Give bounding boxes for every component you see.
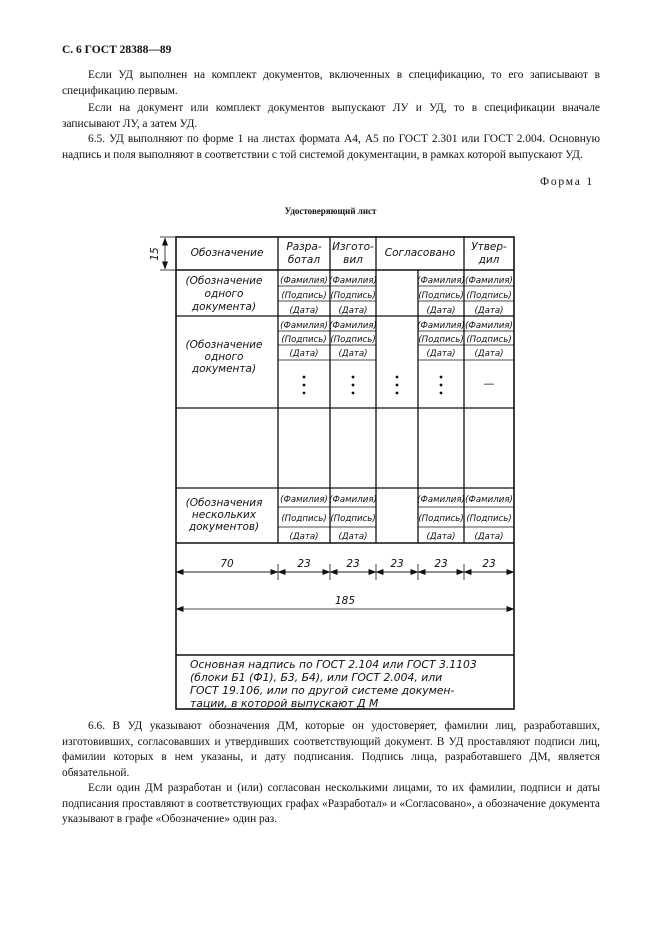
cell-signature: (Подпись) [281, 291, 327, 301]
header-agreed: Согласовано [384, 247, 456, 259]
cell-surname: (Фамилия) [280, 276, 328, 286]
header-approved: дил [478, 254, 500, 266]
cell-date: (Дата) [338, 532, 368, 542]
cell-date: (Дата) [426, 532, 456, 542]
cell-signature: (Подпись) [418, 335, 464, 345]
cell-date: (Дата) [289, 306, 319, 316]
row1-designation: одного [204, 288, 244, 300]
cell-signature: (Подпись) [330, 291, 376, 301]
cell-surname: (Фамилия) [465, 321, 513, 331]
note-line: тации, в которой выпускают Д М [190, 697, 379, 710]
cell-surname: (Фамилия) [329, 276, 377, 286]
cell-surname: (Фамилия) [329, 495, 377, 505]
dim-column: 23 [297, 558, 311, 570]
row1-designation: документа) [191, 301, 257, 313]
cell-date: (Дата) [474, 349, 504, 359]
dim-column: 23 [390, 558, 404, 570]
cell-date: (Дата) [338, 306, 368, 316]
cell-surname: (Фамилия) [417, 321, 465, 331]
cell-signature: (Подпись) [281, 335, 327, 345]
cell-date: (Дата) [474, 532, 504, 542]
row4-designation: (Обозначения [185, 497, 263, 509]
row2-designation: одного [204, 351, 244, 363]
page-header: С. 6 ГОСТ 28388—89 [62, 44, 172, 56]
paragraph: 6.6. В УД указывают обозначения ДМ, которые он удостоверяет, фамилии лиц, разработавших, изготовивших, согласовавших и утвердивших соответствующий документ. В УД проставляют подписи лиц, фамилии которых в нем указаны, и дату подписания. Подпись лица, разработавшего ДМ, является обязательной. [62, 720, 600, 779]
header-designation: Обозначение [190, 247, 264, 259]
header-approved: Утвер- [471, 241, 507, 253]
cell-date: (Дата) [426, 306, 456, 316]
header-made: Изгото- [332, 241, 374, 253]
cell-signature: (Подпись) [330, 335, 376, 345]
cell-surname: (Фамилия) [465, 495, 513, 505]
cell-signature: (Подпись) [281, 514, 327, 524]
row4-designation: документов) [188, 521, 260, 533]
row4-designation: нескольких [191, 509, 257, 521]
cell-surname: (Фамилия) [465, 276, 513, 286]
ellipsis-dots [303, 376, 443, 395]
cell-signature: (Подпись) [418, 291, 464, 301]
paragraph: Если УД выполнен на комплект документов, включенных в спецификацию, то его записывают в спецификацию первым. [62, 69, 600, 97]
note-line: (блоки Б1 (Ф1), Б3, Б4), или ГОСТ 2.004, или [190, 671, 443, 684]
cell-surname: (Фамилия) [329, 321, 377, 331]
row2-designation: документа) [191, 363, 257, 375]
paragraph: Если один ДМ разработан и (или) согласован несколькими лицами, то их фамилии, подписи и даты подписания проставляют в соответствующих графах «Разработал» и «Согласовано», а обозначение документа указывают в графе «Обозначение» один раз. [62, 782, 600, 825]
cell-date: (Дата) [289, 349, 319, 359]
cell-signature: (Подпись) [466, 514, 512, 524]
dim-column: 23 [434, 558, 448, 570]
form-title: Удостоверяющий лист [284, 206, 377, 216]
note-line: ГОСТ 19.106, или по другой системе докумен- [190, 684, 455, 697]
paragraph: 6.5. УД выполняют по форме 1 на листах формата А4, А5 по ГОСТ 2.301 или ГОСТ 2.004. Основную надпись и поля выполняют в соответствии с той системой документации, в рамках которой выпускают УД. [62, 133, 600, 161]
cell-date: (Дата) [338, 349, 368, 359]
cell-date: (Дата) [289, 532, 319, 542]
dim-column: 23 [482, 558, 496, 570]
row2-designation: (Обозначение [185, 339, 263, 351]
dash-mark: — [483, 377, 495, 390]
cell-date: (Дата) [474, 306, 504, 316]
dim-total: 185 [334, 595, 356, 607]
header-developed: ботал [287, 254, 321, 266]
form-label: Форма 1 [540, 176, 594, 188]
cell-signature: (Подпись) [466, 291, 512, 301]
dim-column: 23 [346, 558, 360, 570]
cell-signature: (Подпись) [418, 514, 464, 524]
cell-date: (Дата) [426, 349, 456, 359]
dim-height: 15 [149, 247, 161, 261]
note-line: Основная надпись по ГОСТ 2.104 или ГОСТ 3.1103 [190, 658, 477, 671]
cell-surname: (Фамилия) [280, 321, 328, 331]
cell-signature: (Подпись) [466, 335, 512, 345]
cell-signature: (Подпись) [330, 514, 376, 524]
dim-designation: 70 [220, 558, 234, 570]
row1-designation: (Обозначение [185, 275, 263, 287]
header-made: вил [343, 254, 363, 266]
header-developed: Разра- [286, 241, 322, 253]
cell-surname: (Фамилия) [280, 495, 328, 505]
paragraph: Если на документ или комплект документов выпускают ЛУ и УД, то в спецификации вначале записывают ЛУ, а затем УД. [62, 102, 600, 130]
cell-surname: (Фамилия) [417, 495, 465, 505]
cell-surname: (Фамилия) [417, 276, 465, 286]
